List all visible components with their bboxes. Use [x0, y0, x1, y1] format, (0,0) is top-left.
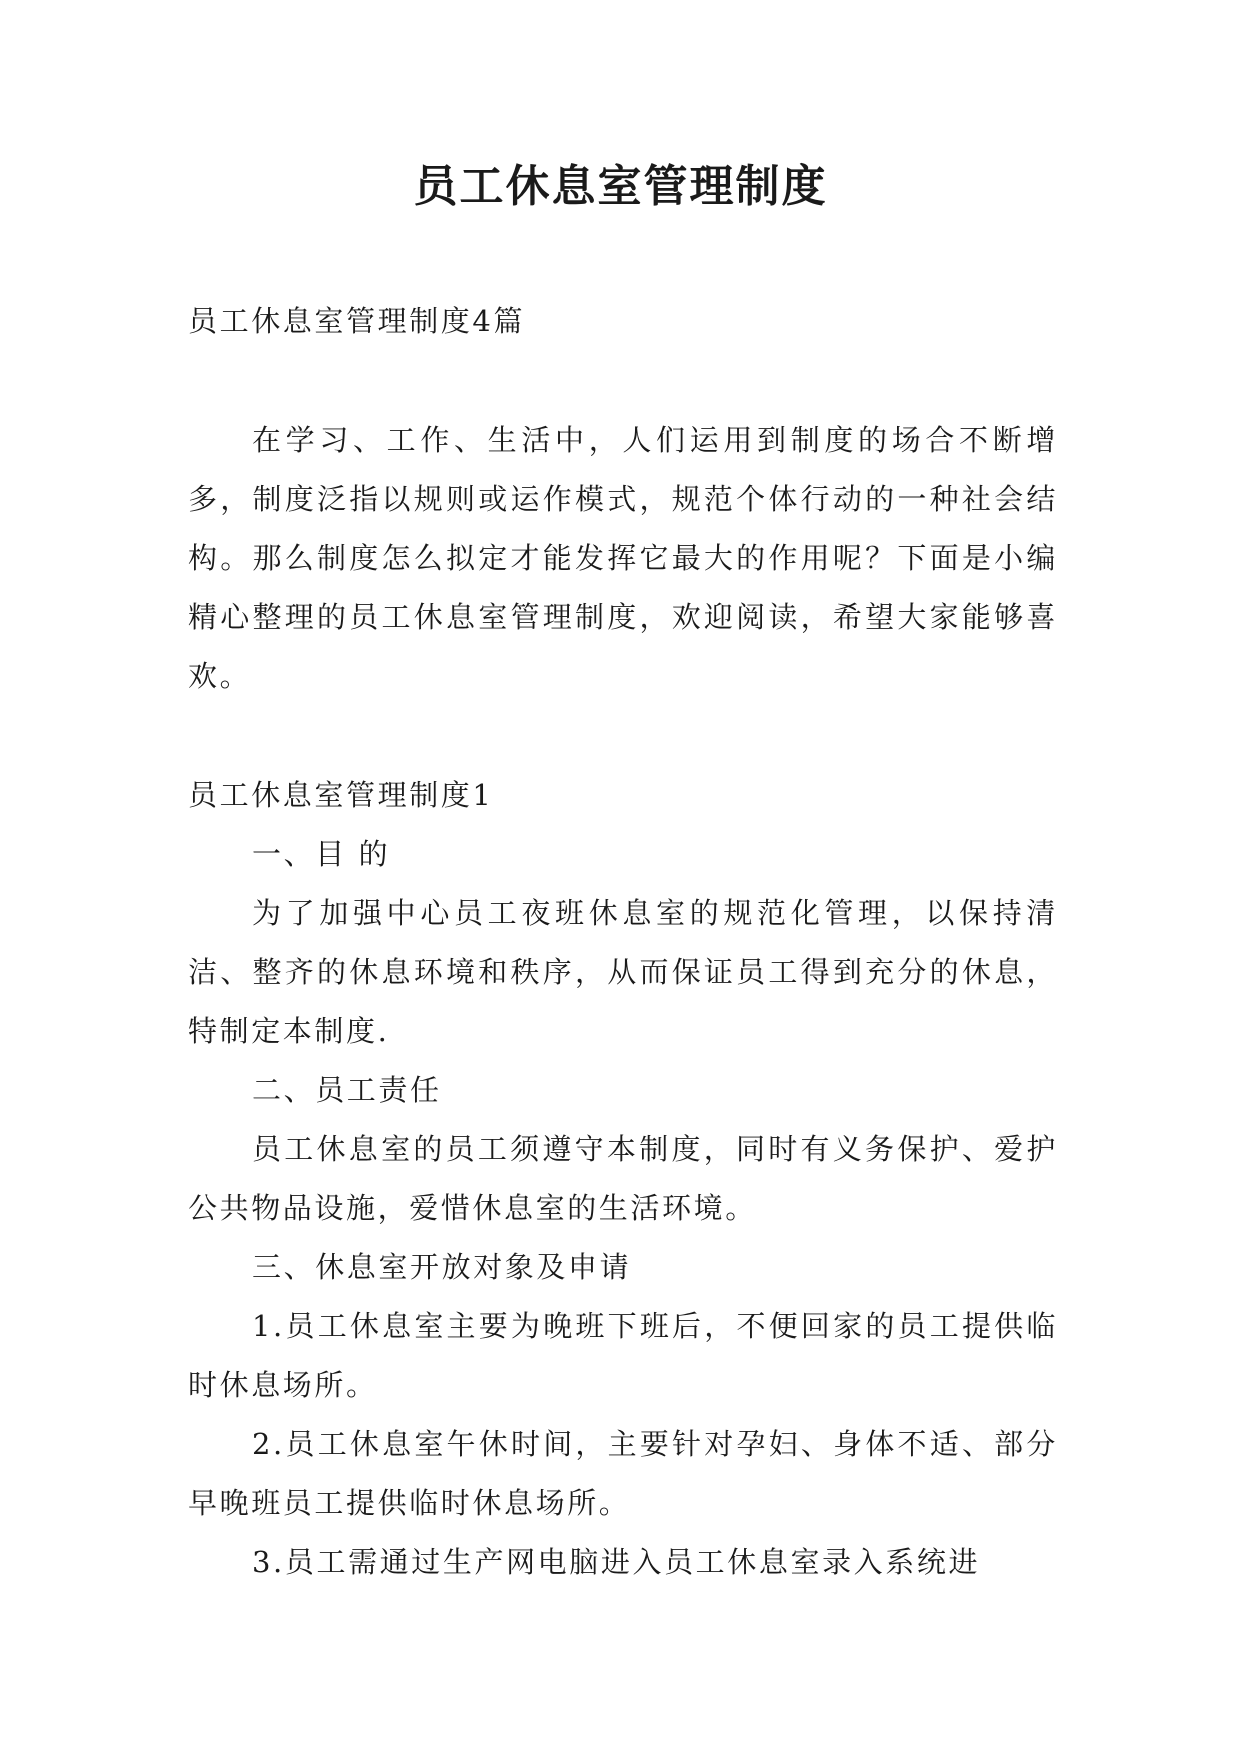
list-item: 2.员工休息室午休时间，主要针对孕妇、身体不适、部分早晚班员工提供临时休息场所。	[188, 1427, 1058, 1520]
spacer	[188, 706, 1058, 766]
clause-heading: 二、员工责任	[252, 1073, 442, 1107]
clause-heading: 一、目 的	[252, 837, 391, 871]
spacer	[188, 351, 1058, 411]
section-heading: 员工休息室管理制度1	[188, 778, 494, 812]
body-paragraph: 员工休息室的员工须遵守本制度，同时有义务保护、爱护公共物品设施，爱惜休息室的生活环境。	[188, 1132, 1058, 1225]
document-title: 员工休息室管理制度	[413, 161, 828, 212]
document-body	[188, 292, 1058, 1592]
clause-heading: 三、休息室开放对象及申请	[252, 1250, 632, 1284]
list-item: 1.员工休息室主要为晚班下班后，不便回家的员工提供临时休息场所。	[188, 1309, 1058, 1402]
intro-paragraph: 在学习、工作、生活中，人们运用到制度的场合不断增多，制度泛指以规则或运作模式，规范个体行动的一种社会结构。那么制度怎么拟定才能发挥它最大的作用呢？下面是小编精心整理的员工休息室管理制度，欢迎阅读，希望大家能够喜欢。	[188, 423, 1058, 693]
document-subtitle: 员工休息室管理制度4篇	[188, 304, 526, 338]
list-item: 3.员工需通过生产网电脑进入员工休息室录入系统进	[252, 1545, 981, 1579]
body-paragraph: 为了加强中心员工夜班休息室的规范化管理，以保持清洁、整齐的休息环境和秩序，从而保证员工得到充分的休息，特制定本制度.	[188, 896, 1058, 1048]
